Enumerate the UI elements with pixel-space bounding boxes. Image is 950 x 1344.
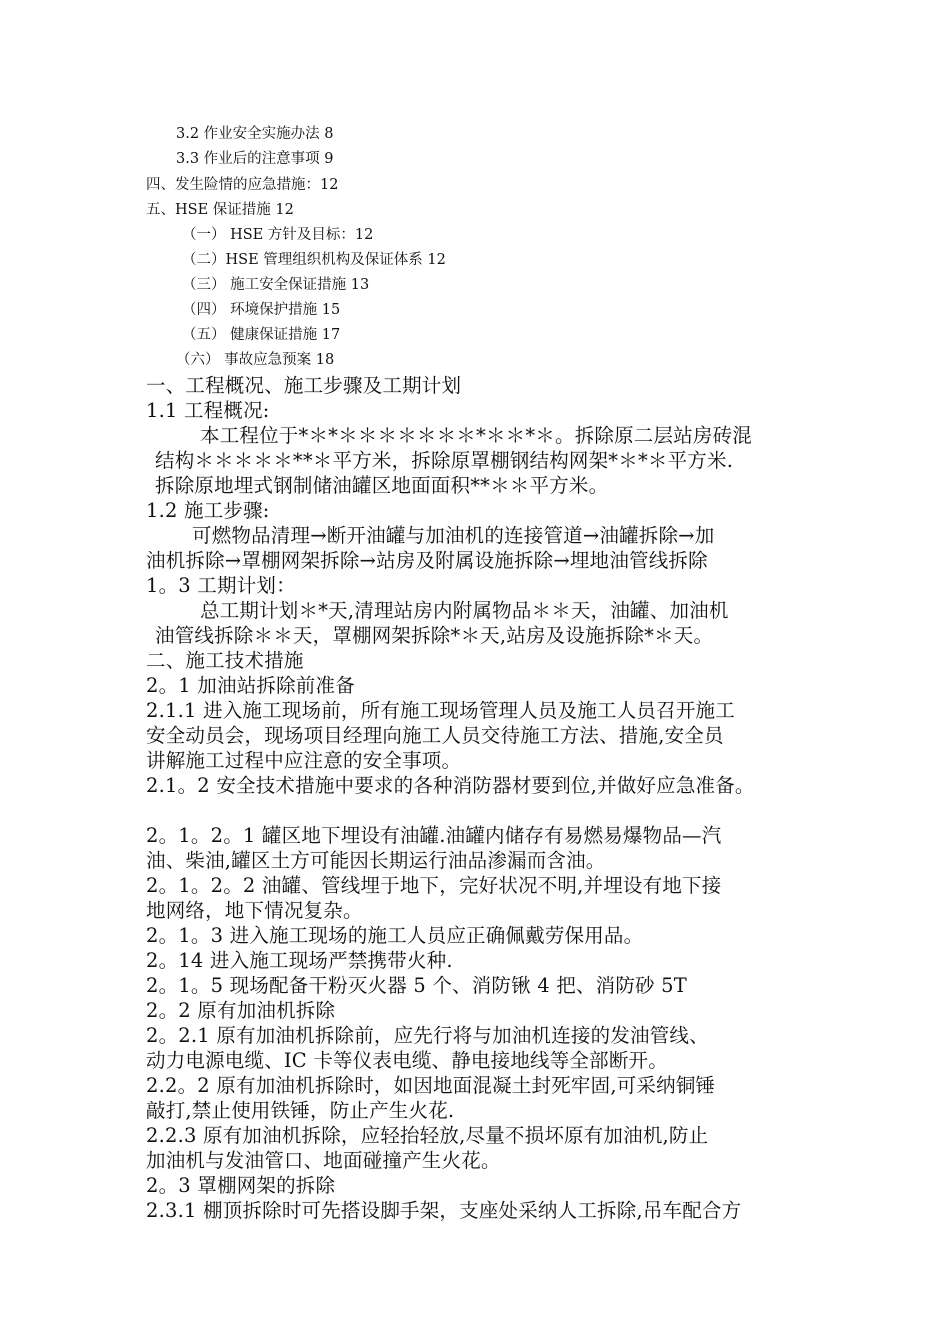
toc-item: （一） HSE 方针及目标：12 bbox=[182, 227, 374, 243]
paragraph-line: 2。2.1 原有加油机拆除前，应先行将与加油机连接的发油管线、 bbox=[146, 1024, 709, 1047]
toc-item: 3.2 作业安全实施办法 8 bbox=[176, 126, 334, 142]
paragraph-line: 2.2。2 原有加油机拆除时，如因地面混凝土封死牢固,可采纳铜锤 bbox=[146, 1074, 716, 1097]
subsection-heading: 2。3 罩棚网架的拆除 bbox=[146, 1174, 336, 1197]
paragraph-line: 2。1。2。2 油罐、管线埋于地下，完好状况不明,并埋设有地下接 bbox=[146, 874, 722, 897]
paragraph-line: 拆除原地埋式钢制储油罐区地面面积**＊＊平方米。 bbox=[155, 474, 609, 497]
paragraph-line: 油机拆除→罩棚网架拆除→站房及附属设施拆除→埋地油管线拆除 bbox=[146, 549, 708, 572]
paragraph-line: 安全动员会，现场项目经理向施工人员交待施工方法、措施,安全员 bbox=[146, 724, 724, 747]
paragraph-line: 2。14 进入施工现场严禁携带火种. bbox=[146, 949, 453, 972]
paragraph-line: 总工期计划＊*天,清理站房内附属物品＊＊天，油罐、加油机 bbox=[200, 599, 729, 622]
section-heading: 二、施工技术措施 bbox=[146, 649, 304, 672]
paragraph-line: 2。1。5 现场配备干粉灭火器 5 个、消防锹 4 把、消防砂 5T bbox=[146, 974, 687, 997]
paragraph-line: 2.2.3 原有加油机拆除，应轻抬轻放,尽量不损坏原有加油机,防止 bbox=[146, 1124, 709, 1147]
subsection-heading: 2。1 加油站拆除前准备 bbox=[146, 674, 355, 697]
section-heading: 一、工程概况、施工步骤及工期计划 bbox=[146, 374, 462, 397]
paragraph-line: 2.1。2 安全技术措施中要求的各种消防器材要到位,并做好应急准备。 bbox=[146, 774, 755, 797]
paragraph-line: 2。1。2。1 罐区地下埋设有油罐.油罐内储存有易燃易爆物品—汽 bbox=[146, 824, 722, 847]
toc-item: 五、HSE 保证措施 12 bbox=[146, 202, 294, 218]
toc-item: （三） 施工安全保证措施 13 bbox=[182, 277, 370, 293]
paragraph-line: 敲打,禁止使用铁锤，防止产生火花. bbox=[146, 1099, 455, 1122]
paragraph-line: 油管线拆除＊＊天，罩棚网架拆除*＊天,站房及设施拆除*＊天。 bbox=[155, 624, 714, 647]
paragraph-line: 2.1.1 进入施工现场前，所有施工现场管理人员及施工人员召开施工 bbox=[146, 699, 735, 722]
toc-item: （五） 健康保证措施 17 bbox=[182, 327, 341, 343]
paragraph-line: 2.3.1 棚顶拆除时可先搭设脚手架，支座处采纳人工拆除,吊车配合方 bbox=[146, 1199, 742, 1222]
toc-item: 3.3 作业后的注意事项 9 bbox=[176, 151, 334, 167]
paragraph-line: 油、柴油,罐区土方可能因长期运行油品渗漏而含油。 bbox=[146, 849, 606, 872]
toc-item: （二）HSE 管理组织机构及保证体系 12 bbox=[182, 252, 446, 268]
paragraph-line: 结构＊＊＊＊＊**＊平方米，拆除原罩棚钢结构网架*＊*＊平方米. bbox=[155, 449, 734, 472]
paragraph-line: 本工程位于*＊*＊＊＊＊＊＊＊*＊＊*＊。拆除原二层站房砖混 bbox=[200, 424, 753, 447]
toc-item: 四、发生险情的应急措施：12 bbox=[146, 177, 339, 193]
paragraph-line: 加油机与发油管口、地面碰撞产生火花。 bbox=[146, 1149, 501, 1172]
subsection-heading: 2。2 原有加油机拆除 bbox=[146, 999, 336, 1022]
paragraph-line: 可燃物品清理→断开油罐与加油机的连接管道→油罐拆除→加 bbox=[192, 524, 715, 547]
toc-item: （四） 环境保护措施 15 bbox=[182, 302, 341, 318]
paragraph-line: 2。1。3 进入施工现场的施工人员应正确佩戴劳保用品。 bbox=[146, 924, 644, 947]
toc-item: （六） 事故应急预案 18 bbox=[176, 352, 335, 368]
paragraph-line: 地网络，地下情况复杂。 bbox=[146, 899, 363, 922]
paragraph-line: 讲解施工过程中应注意的安全事项。 bbox=[146, 749, 462, 772]
paragraph-line: 动力电源电缆、IC 卡等仪表电缆、静电接地线等全部断开。 bbox=[146, 1049, 668, 1072]
subsection-heading: 1.1 工程概况: bbox=[146, 399, 270, 422]
subsection-heading: 1。3 工期计划： bbox=[146, 574, 296, 597]
subsection-heading: 1.2 施工步骤: bbox=[146, 499, 270, 522]
